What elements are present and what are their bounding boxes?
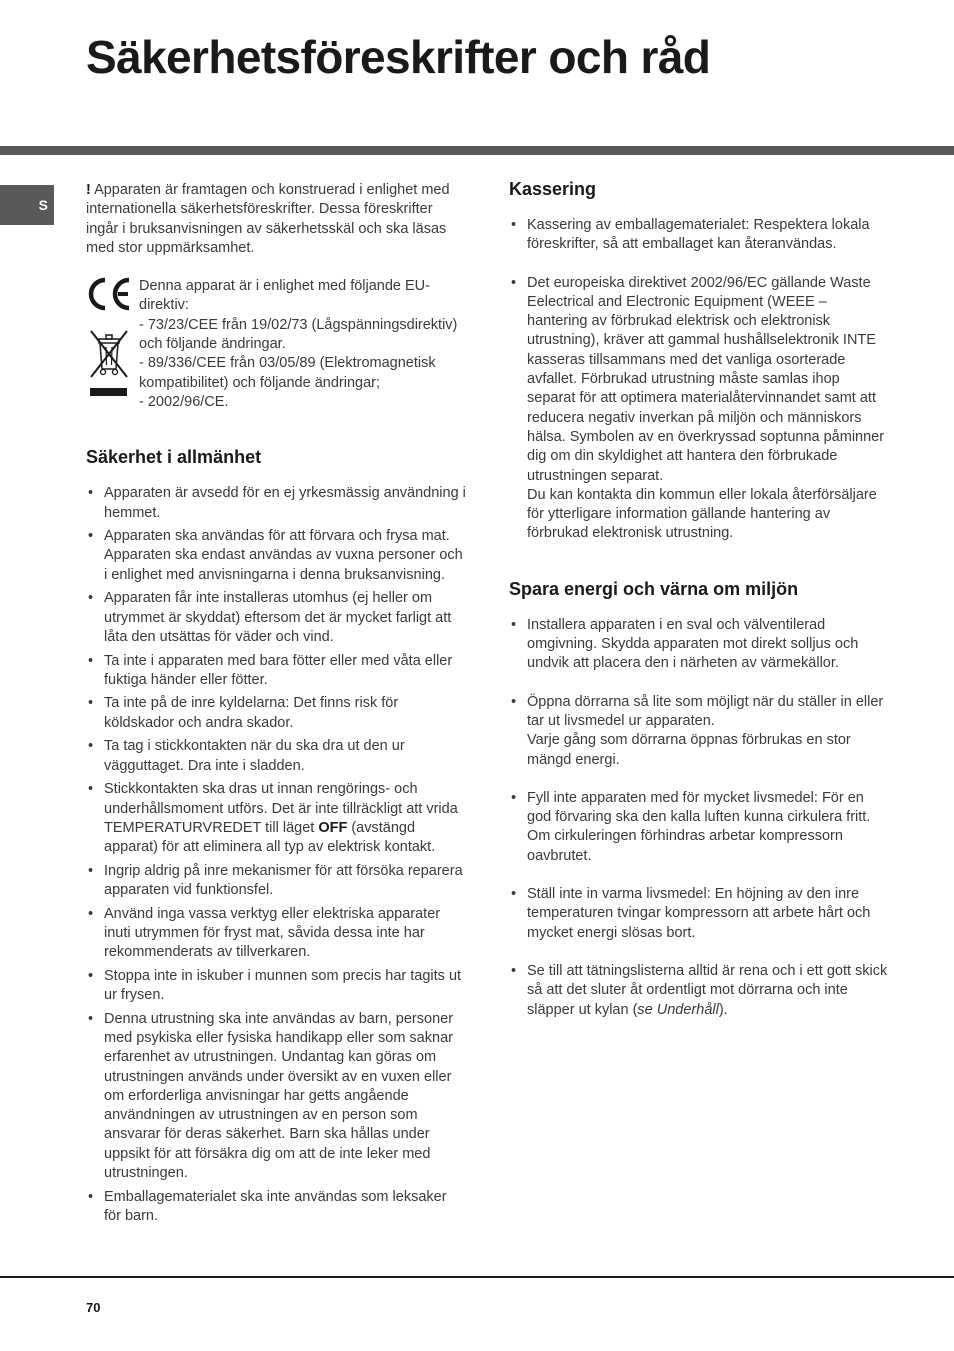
list-item: • Ta tag i stickkontakten när du ska dra ut den ur vägguttaget. Dra inte i sladden. [86, 737, 466, 776]
disposal-list [509, 216, 891, 544]
list-item: • Ingrip aldrig på inre mekanismer för att försöka reparera apparaten vid funktionsfel. [86, 862, 466, 901]
list-item: • Apparaten ska användas för att förvara och frysa mat. Apparaten ska endast användas av vuxna personer och i enlighet med anvisningarna i denna bruksanvisning. [86, 527, 466, 585]
door-text: • Öppna dörrarna så lite som möjligt när du ställer in eller tar ut livsmedel ur apparaten. [527, 693, 884, 729]
right-column [509, 181, 891, 1039]
list-item: • Stoppa inte in iskuber i munnen som precis har tagits ut ur frysen. [86, 967, 466, 1006]
list-item: • Installera apparaten i en sval och välventilerad omgivning. Skydda apparaten mot direkt solljus och undvik att placera den i närheten av värmekällor. [509, 616, 891, 674]
list-item: • Använd inga vassa verktyg eller elektriska apparater inuti utrymmen för fryst mat, såvida dessa inte har rekommenderats av tillverkaren. [86, 905, 466, 963]
list-item: • Kassering av emballagematerialet: Respektera lokala föreskrifter, så att emballaget kan återanvändas. [509, 216, 891, 255]
maintenance-reference: se Underhåll [637, 1001, 719, 1018]
weee-marking-bar [90, 388, 127, 396]
list-item: • Ta inte på de inre kyldelarna: Det finns risk för köldskador och andra skador. [86, 694, 466, 733]
list-item [509, 962, 891, 1020]
intro-text: Apparaten är framtagen och konstruerad i enlighet med internationella säkerhetsföreskrifter. Dessa föreskrifter ingår i bruksanvisningen av säkerhetsskäl och ska läsas med stor uppmärksamhet. [86, 182, 450, 256]
disposal-heading: Kassering [509, 179, 597, 199]
eu-directives [86, 277, 466, 412]
list-item: • Apparaten är avsedd för en ej yrkesmässig användning i hemmet. [86, 484, 466, 523]
directives-lead: Denna apparat är i enlighet med följande EU-direktiv: [139, 278, 430, 314]
list-item: • Ställ inte in varma livsmedel: En höjning av den inre temperaturen tvingar kompressorn att arbete hårt och mycket energi slösas bort. [509, 885, 891, 943]
page-title: Säkerhetsföreskrifter och råd [86, 31, 711, 83]
list-item [509, 274, 891, 544]
header-rule [0, 146, 954, 155]
energy-heading: Spara energi och värna om miljön [509, 578, 799, 599]
list-item [86, 780, 466, 857]
list-item [509, 693, 891, 770]
page-number: 70 [86, 1300, 101, 1315]
language-tab: S [0, 185, 54, 225]
intro-paragraph [86, 181, 466, 258]
energy-list [509, 616, 891, 1020]
general-safety-heading: Säkerhet i allmänhet [86, 447, 262, 468]
list-item: • Denna utrustning ska inte användas av barn, personer med psykiska eller fysiska handikapp eller som saknar erfarenhet av utrustningen. Undantag kan göras om utrustningen används under översikt av en vuxen eller om erforderliga anvisningar har getts angående användningen av utrustningen av en person som ansvarar för deras säkerhet. Barn ska hållas under uppsikt för att försäkra dig om att de inte leker med utrustningen. [86, 1010, 466, 1184]
weee-text: • Det europeiska direktivet 2002/96/EC gällande Waste Eelectrical and Electronic Equipment (WEEE – hantering av förbrukad elektrisk och elektronisk utrustning), kräver att gammal hushållselektronik INTE kasseras tillsammans med det vanliga osorterade avfallet. Förbrukad utrustning måste samlas ihop separat för att optimera materialåtervinnandet samt att reducera negativ inverkan på miljön och människors hälsa. Symbolen av en överkryssad soptunna påminner dig om din skyldighet att hantera den förbrukade utrustningen separat. [527, 274, 885, 484]
seal-text-after: ). [718, 1001, 728, 1018]
list-item: • Ta inte i apparaten med bara fötter eller med våta eller fuktiga händer eller fötter. [86, 652, 466, 691]
ce-mark-icon [86, 277, 132, 311]
plug-text-before: Stickkontakten ska dras ut innan rengörings- och underhållsmoment utförs. Det är inte tillräckligt att vrida TEMPERATURVREDET till läget [104, 781, 458, 836]
directive-emc: - 89/336/CEE från 03/05/89 (Elektromagnetisk kompatibilitet) och följande ändringar; [139, 355, 436, 391]
list-item: • Apparaten får inte installeras utomhus (ej heller om utrymmet är skyddat) eftersom det är mycket farligt att låta den utsättas för väder och vind. [86, 589, 466, 647]
weee-contact-text: Du kan kontakta din kommun eller lokala återförsäljare för ytterligare information gällande hantering av förbrukad elektronisk utrustning. [527, 486, 877, 542]
warning-mark: ! [86, 182, 91, 198]
directive-low-voltage: - 73/23/CEE från 19/02/73 (Lågspänningsdirektiv) och följande ändringar. [139, 316, 458, 353]
directive-weee: - 2002/96/CE. [139, 393, 229, 410]
door-energy-text: Varje gång som dörrarna öppnas förbrukas en stor mängd energi. [527, 732, 851, 768]
crossed-bin-icon [89, 329, 129, 381]
left-column [86, 181, 466, 1231]
list-item: • Emballagematerialet ska inte användas som leksaker för barn. [86, 1188, 466, 1227]
seal-text-before: Se till att tätningslisterna alltid är rena och i ett gott skick så att det sluter åt ordentligt mot dörrarna och inte släpper ut kylan ( [527, 962, 888, 1018]
off-position-label: OFF [318, 819, 348, 836]
list-item: • Fyll inte apparaten med för mycket livsmedel: För en god förvaring ska den kalla luften kunna cirkulera fritt. Om cirkuleringen förhindras arbetar kompressorn oavbrutet. [509, 789, 891, 866]
footer-rule [0, 1276, 954, 1278]
plug-text-after: (avstängd apparat) för att eliminera all typ av elektrisk kontakt. [104, 819, 436, 856]
general-safety-list [86, 484, 466, 1226]
